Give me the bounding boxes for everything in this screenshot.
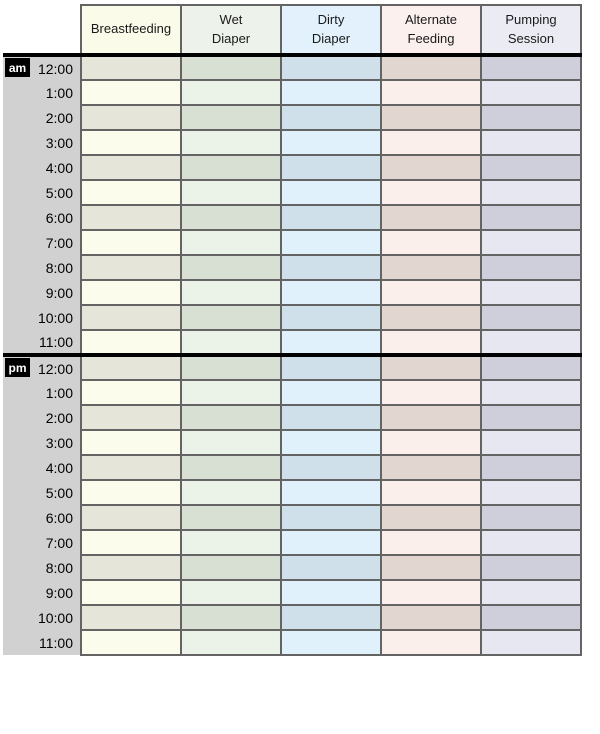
log-cell-breastfeeding[interactable] (81, 280, 181, 305)
time-row-am-800 (3, 255, 581, 280)
log-cell-wet-diaper[interactable] (181, 505, 281, 530)
time-row-pm-700 (3, 530, 581, 555)
log-cell-wet-diaper[interactable] (181, 305, 281, 330)
time-label-cell (3, 355, 81, 380)
log-cell-breastfeeding[interactable] (81, 630, 181, 655)
time-label: 12:00 (37, 360, 73, 377)
log-cell-breastfeeding[interactable] (81, 605, 181, 630)
time-row-am-900 (3, 280, 581, 305)
time-row-pm-1000 (3, 605, 581, 630)
time-row-am-200 (3, 105, 581, 130)
time-label-cell (3, 580, 81, 605)
time-label-cell (3, 405, 81, 430)
log-cell-pumping-session[interactable] (481, 280, 581, 305)
time-row-pm-1200 (3, 355, 581, 380)
log-cell-breastfeeding[interactable] (81, 330, 181, 355)
log-cell-alternate-feeding[interactable] (381, 130, 481, 155)
log-cell-alternate-feeding[interactable] (381, 305, 481, 330)
log-cell-breastfeeding[interactable] (81, 380, 181, 405)
time-row-pm-1100 (3, 630, 581, 655)
log-cell-dirty-diaper[interactable] (281, 605, 381, 630)
time-label: 8:00 (45, 559, 73, 576)
log-cell-dirty-diaper[interactable] (281, 380, 381, 405)
log-cell-wet-diaper[interactable] (181, 80, 281, 105)
log-cell-pumping-session[interactable] (481, 80, 581, 105)
baby-log-table (3, 4, 582, 656)
log-cell-dirty-diaper[interactable] (281, 105, 381, 130)
log-cell-wet-diaper[interactable] (181, 155, 281, 180)
log-cell-alternate-feeding[interactable] (381, 80, 481, 105)
time-label: 6:00 (45, 209, 73, 226)
time-label-cell (3, 155, 81, 180)
log-cell-breastfeeding[interactable] (81, 155, 181, 180)
log-cell-breastfeeding[interactable] (81, 580, 181, 605)
time-label-cell (3, 80, 81, 105)
time-label-cell (3, 280, 81, 305)
header-row (3, 5, 581, 55)
time-label-cell (3, 630, 81, 655)
log-cell-pumping-session[interactable] (481, 355, 581, 380)
log-cell-alternate-feeding[interactable] (381, 430, 481, 455)
column-header-dirty-diaper: Dirty Diaper (281, 5, 381, 55)
time-row-am-1000 (3, 305, 581, 330)
log-cell-breastfeeding[interactable] (81, 505, 181, 530)
log-cell-dirty-diaper[interactable] (281, 580, 381, 605)
log-cell-breastfeeding[interactable] (81, 305, 181, 330)
log-cell-alternate-feeding[interactable] (381, 580, 481, 605)
log-cell-alternate-feeding[interactable] (381, 455, 481, 480)
log-cell-breastfeeding[interactable] (81, 130, 181, 155)
time-label-cell (3, 605, 81, 630)
log-cell-pumping-session[interactable] (481, 255, 581, 280)
baby-tracking-sheet (0, 4, 600, 734)
log-cell-alternate-feeding[interactable] (381, 55, 481, 80)
log-cell-pumping-session[interactable] (481, 405, 581, 430)
time-label-cell (3, 380, 81, 405)
time-row-am-100 (3, 80, 581, 105)
log-cell-wet-diaper[interactable] (181, 330, 281, 355)
log-cell-breastfeeding[interactable] (81, 555, 181, 580)
log-cell-dirty-diaper[interactable] (281, 130, 381, 155)
log-cell-pumping-session[interactable] (481, 305, 581, 330)
log-cell-breastfeeding[interactable] (81, 80, 181, 105)
time-label: 6:00 (45, 509, 73, 526)
log-cell-pumping-session[interactable] (481, 430, 581, 455)
log-cell-pumping-session[interactable] (481, 155, 581, 180)
time-label: 2:00 (45, 409, 73, 426)
log-cell-breastfeeding[interactable] (81, 405, 181, 430)
log-cell-pumping-session[interactable] (481, 380, 581, 405)
log-cell-breastfeeding[interactable] (81, 530, 181, 555)
time-row-am-300 (3, 130, 581, 155)
time-label-cell (3, 455, 81, 480)
time-label-cell (3, 530, 81, 555)
log-cell-breastfeeding[interactable] (81, 355, 181, 380)
time-label: 8:00 (45, 259, 73, 276)
log-cell-wet-diaper[interactable] (181, 205, 281, 230)
log-cell-pumping-session[interactable] (481, 130, 581, 155)
log-cell-wet-diaper[interactable] (181, 605, 281, 630)
log-cell-dirty-diaper[interactable] (281, 55, 381, 80)
log-cell-pumping-session[interactable] (481, 505, 581, 530)
log-cell-breastfeeding[interactable] (81, 105, 181, 130)
log-cell-dirty-diaper[interactable] (281, 480, 381, 505)
log-cell-wet-diaper[interactable] (181, 130, 281, 155)
time-label-cell (3, 330, 81, 355)
log-cell-breastfeeding[interactable] (81, 205, 181, 230)
log-cell-breastfeeding[interactable] (81, 455, 181, 480)
time-label: 1:00 (45, 384, 73, 401)
time-row-am-1200 (3, 55, 581, 80)
time-row-pm-600 (3, 505, 581, 530)
log-cell-alternate-feeding[interactable] (381, 105, 481, 130)
meridiem-badge-am: am (5, 58, 30, 77)
time-label-cell (3, 130, 81, 155)
log-cell-breastfeeding[interactable] (81, 55, 181, 80)
time-label-cell (3, 555, 81, 580)
time-label: 7:00 (45, 234, 73, 251)
log-cell-alternate-feeding[interactable] (381, 530, 481, 555)
log-cell-pumping-session[interactable] (481, 480, 581, 505)
log-cell-wet-diaper[interactable] (181, 530, 281, 555)
log-cell-alternate-feeding[interactable] (381, 155, 481, 180)
log-cell-pumping-session[interactable] (481, 230, 581, 255)
time-label: 7:00 (45, 534, 73, 551)
log-cell-wet-diaper[interactable] (181, 355, 281, 380)
log-cell-wet-diaper[interactable] (181, 580, 281, 605)
am-section (3, 55, 581, 355)
log-cell-dirty-diaper[interactable] (281, 630, 381, 655)
log-cell-pumping-session[interactable] (481, 530, 581, 555)
log-cell-wet-diaper[interactable] (181, 380, 281, 405)
log-cell-pumping-session[interactable] (481, 630, 581, 655)
log-cell-pumping-session[interactable] (481, 605, 581, 630)
log-cell-alternate-feeding[interactable] (381, 480, 481, 505)
time-label: 12:00 (37, 60, 73, 77)
time-label: 5:00 (45, 484, 73, 501)
log-cell-alternate-feeding[interactable] (381, 605, 481, 630)
time-label-cell (3, 430, 81, 455)
log-cell-alternate-feeding[interactable] (381, 405, 481, 430)
log-cell-breastfeeding[interactable] (81, 230, 181, 255)
log-cell-breastfeeding[interactable] (81, 180, 181, 205)
time-label: 9:00 (45, 284, 73, 301)
log-cell-dirty-diaper[interactable] (281, 255, 381, 280)
log-cell-alternate-feeding[interactable] (381, 355, 481, 380)
log-cell-wet-diaper[interactable] (181, 480, 281, 505)
log-cell-alternate-feeding[interactable] (381, 330, 481, 355)
corner-cell (3, 5, 81, 55)
time-label-cell (3, 505, 81, 530)
log-cell-alternate-feeding[interactable] (381, 630, 481, 655)
column-header-wet-diaper: Wet Diaper (181, 5, 281, 55)
time-label: 11:00 (39, 634, 73, 651)
log-cell-wet-diaper[interactable] (181, 255, 281, 280)
log-cell-dirty-diaper[interactable] (281, 555, 381, 580)
log-cell-pumping-session[interactable] (481, 205, 581, 230)
log-cell-pumping-session[interactable] (481, 555, 581, 580)
log-cell-pumping-session[interactable] (481, 180, 581, 205)
log-cell-alternate-feeding[interactable] (381, 555, 481, 580)
log-cell-wet-diaper[interactable] (181, 55, 281, 80)
pm-section (3, 355, 581, 655)
log-cell-alternate-feeding[interactable] (381, 380, 481, 405)
log-cell-alternate-feeding[interactable] (381, 255, 481, 280)
time-row-pm-200 (3, 405, 581, 430)
log-cell-alternate-feeding[interactable] (381, 230, 481, 255)
time-label: 10:00 (37, 609, 73, 626)
time-label-cell (3, 255, 81, 280)
log-cell-pumping-session[interactable] (481, 455, 581, 480)
time-label-cell (3, 305, 81, 330)
time-row-pm-300 (3, 430, 581, 455)
log-cell-alternate-feeding[interactable] (381, 205, 481, 230)
log-cell-pumping-session[interactable] (481, 580, 581, 605)
log-cell-dirty-diaper[interactable] (281, 230, 381, 255)
time-label: 3:00 (45, 434, 73, 451)
log-cell-dirty-diaper[interactable] (281, 530, 381, 555)
log-cell-pumping-session[interactable] (481, 55, 581, 80)
log-cell-alternate-feeding[interactable] (381, 180, 481, 205)
time-row-pm-100 (3, 380, 581, 405)
time-label-cell (3, 180, 81, 205)
time-row-pm-400 (3, 455, 581, 480)
log-cell-wet-diaper[interactable] (181, 105, 281, 130)
time-label: 4:00 (45, 459, 73, 476)
time-label: 10:00 (37, 309, 73, 326)
log-cell-dirty-diaper[interactable] (281, 80, 381, 105)
log-cell-breastfeeding[interactable] (81, 430, 181, 455)
time-label: 4:00 (45, 159, 73, 176)
log-cell-wet-diaper[interactable] (181, 180, 281, 205)
time-label-cell (3, 480, 81, 505)
log-cell-wet-diaper[interactable] (181, 405, 281, 430)
time-label-cell (3, 230, 81, 255)
log-cell-pumping-session[interactable] (481, 330, 581, 355)
time-row-am-1100 (3, 330, 581, 355)
log-cell-dirty-diaper[interactable] (281, 505, 381, 530)
log-cell-alternate-feeding[interactable] (381, 505, 481, 530)
log-cell-breastfeeding[interactable] (81, 480, 181, 505)
time-label: 1:00 (45, 84, 73, 101)
time-row-am-600 (3, 205, 581, 230)
time-label: 9:00 (45, 584, 73, 601)
log-cell-wet-diaper[interactable] (181, 280, 281, 305)
time-row-am-700 (3, 230, 581, 255)
log-cell-breastfeeding[interactable] (81, 255, 181, 280)
time-label: 5:00 (45, 184, 73, 201)
log-cell-dirty-diaper[interactable] (281, 355, 381, 380)
log-cell-dirty-diaper[interactable] (281, 405, 381, 430)
time-row-am-400 (3, 155, 581, 180)
column-header-alternate-feeding: Alternate Feeding (381, 5, 481, 55)
log-cell-dirty-diaper[interactable] (281, 155, 381, 180)
time-row-am-500 (3, 180, 581, 205)
time-label-cell (3, 205, 81, 230)
log-cell-wet-diaper[interactable] (181, 555, 281, 580)
time-label: 3:00 (45, 134, 73, 151)
log-cell-dirty-diaper[interactable] (281, 330, 381, 355)
log-cell-pumping-session[interactable] (481, 105, 581, 130)
log-cell-wet-diaper[interactable] (181, 630, 281, 655)
meridiem-badge-pm: pm (5, 358, 30, 377)
column-header-breastfeeding: Breastfeeding (81, 5, 181, 55)
time-label-cell (3, 105, 81, 130)
time-row-pm-500 (3, 480, 581, 505)
time-row-pm-900 (3, 580, 581, 605)
log-cell-alternate-feeding[interactable] (381, 280, 481, 305)
time-row-pm-800 (3, 555, 581, 580)
column-header-pumping-session: Pumping Session (481, 5, 581, 55)
log-cell-dirty-diaper[interactable] (281, 430, 381, 455)
log-cell-dirty-diaper[interactable] (281, 180, 381, 205)
log-cell-dirty-diaper[interactable] (281, 280, 381, 305)
log-cell-dirty-diaper[interactable] (281, 455, 381, 480)
log-cell-wet-diaper[interactable] (181, 455, 281, 480)
time-label-cell (3, 55, 81, 80)
log-cell-dirty-diaper[interactable] (281, 205, 381, 230)
time-label: 2:00 (45, 109, 73, 126)
log-cell-wet-diaper[interactable] (181, 430, 281, 455)
time-label: 11:00 (39, 333, 73, 350)
log-cell-wet-diaper[interactable] (181, 230, 281, 255)
log-cell-dirty-diaper[interactable] (281, 305, 381, 330)
